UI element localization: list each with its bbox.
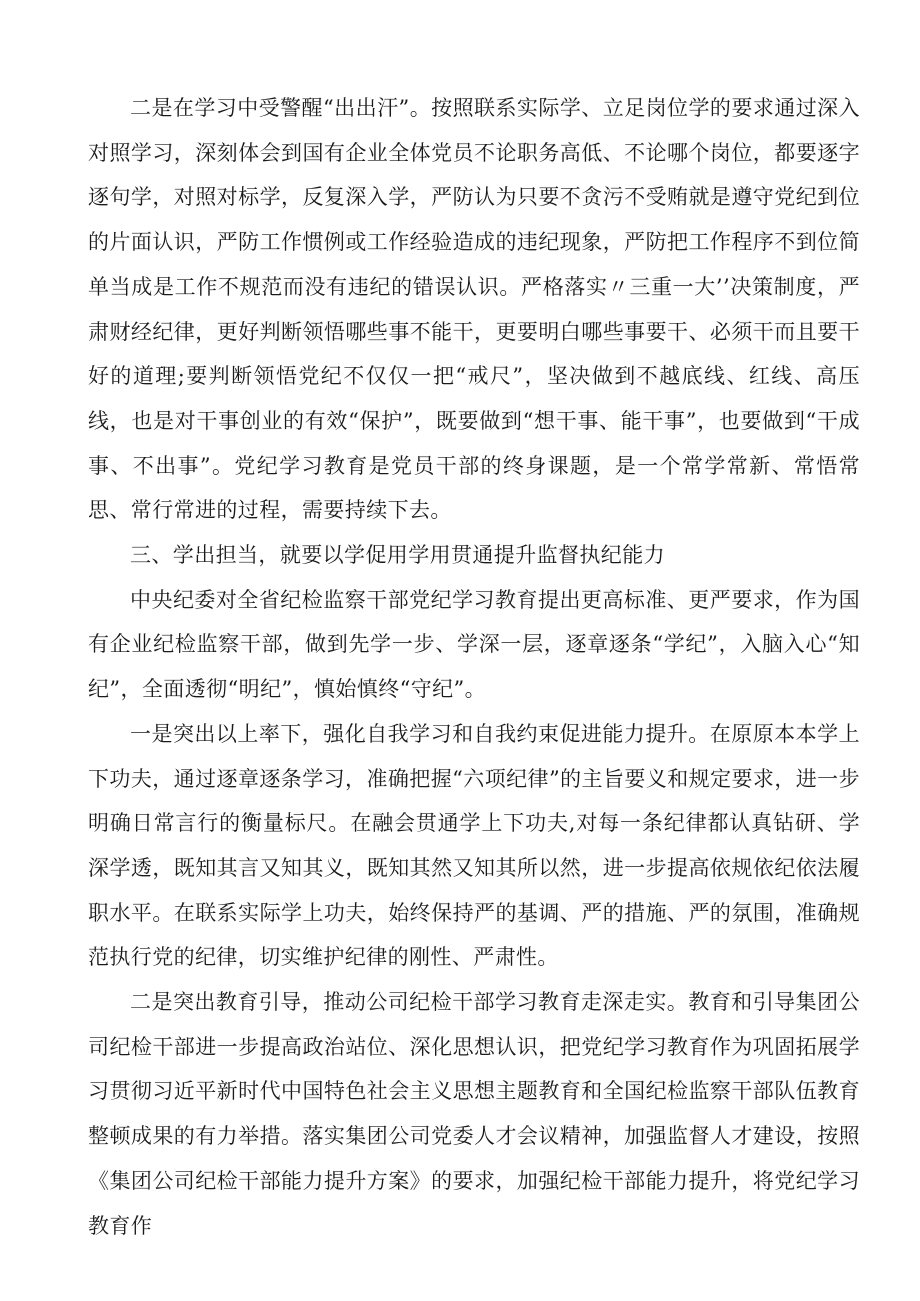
paragraph-lead-by-example: 一是突出以上率下，强化自我学习和自我约束促进能力提升。在原原本本学上下功夫，通过逐章逐条学习，准确把握“六项纪律”的主旨要义和规定要求，进一步明确日常言行的衡量标尺。在融会贯通学上下功夫,对每一条纪律都认真钻研、学深学透，既知其言又知其义，既知其然又知其所以然，进一步提高依规依纪依法履职水平。在联系实际学上功夫，始终保持严的基调、严的措施、严的氛围，准确规范执行党的纪律，切实维护纪律的刚性、严肃性。	[88, 721, 860, 970]
paragraph-education-guidance: 二是突出教育引导，推动公司纪检干部学习教育走深走实。教育和引导集团公司纪检干部进一步提高政治站位、深化思想认识，把党纪学习教育作为巩固拓展学习贯彻习近平新时代中国特色社会主义思想主题教育和全国纪检监察干部队伍教育整顿成果的有力举措。落实集团公司党委人才会议精神，加强监督人才建设，按照《集团公司纪检干部能力提升方案》的要求，加强纪检干部能力提升，将党纪学习教育作	[88, 990, 860, 1238]
paragraph-central-commission: 中央纪委对全省纪检监察干部党纪学习教育提出更高标准、更严要求，作为国有企业纪检监察干部，做到先学一步、学深一层，逐章逐条“学纪”，入脑入心“知纪”，全面透彻“明纪”，慎始慎终“守纪”。	[88, 587, 860, 702]
section-heading-three: 三、学出担当，就要以学促用学用贯通提升监督执纪能力	[130, 543, 665, 568]
document-body	[88, 86, 860, 1248]
paragraph-warning-learning: 二是在学习中受警醒“出出汗”。按照联系实际学、立足岗位学的要求通过深入对照学习，深刻体会到国有企业全体党员不论职务高低、不论哪个岗位，都要逐字逐句学，对照对标学，反复深入学，严防认为只要不贪污不受贿就是遵守党纪到位的片面认识，严防工作惯例或工作经验造成的违纪现象，严防把工作程序不到位简单当成是工作不规范而没有违纪的错误认识。严格落实〃三重一大’’决策制度，严肃财经纪律，更好判断领悟哪些事不能干，更要明白哪些事要干、必须干而且要干好的道理;要判断领悟党纪不仅仅一把“戒尺”，坚决做到不越底线、红线、高压线，也是对干事创业的有效“保护”，既要做到“想干事、能干事”，也要做到“干成事、不出事”。党纪学习教育是党员干部的终身课题，是一个常学常新、常悟常思、常行常进的过程，需要持续下去。	[88, 96, 860, 523]
